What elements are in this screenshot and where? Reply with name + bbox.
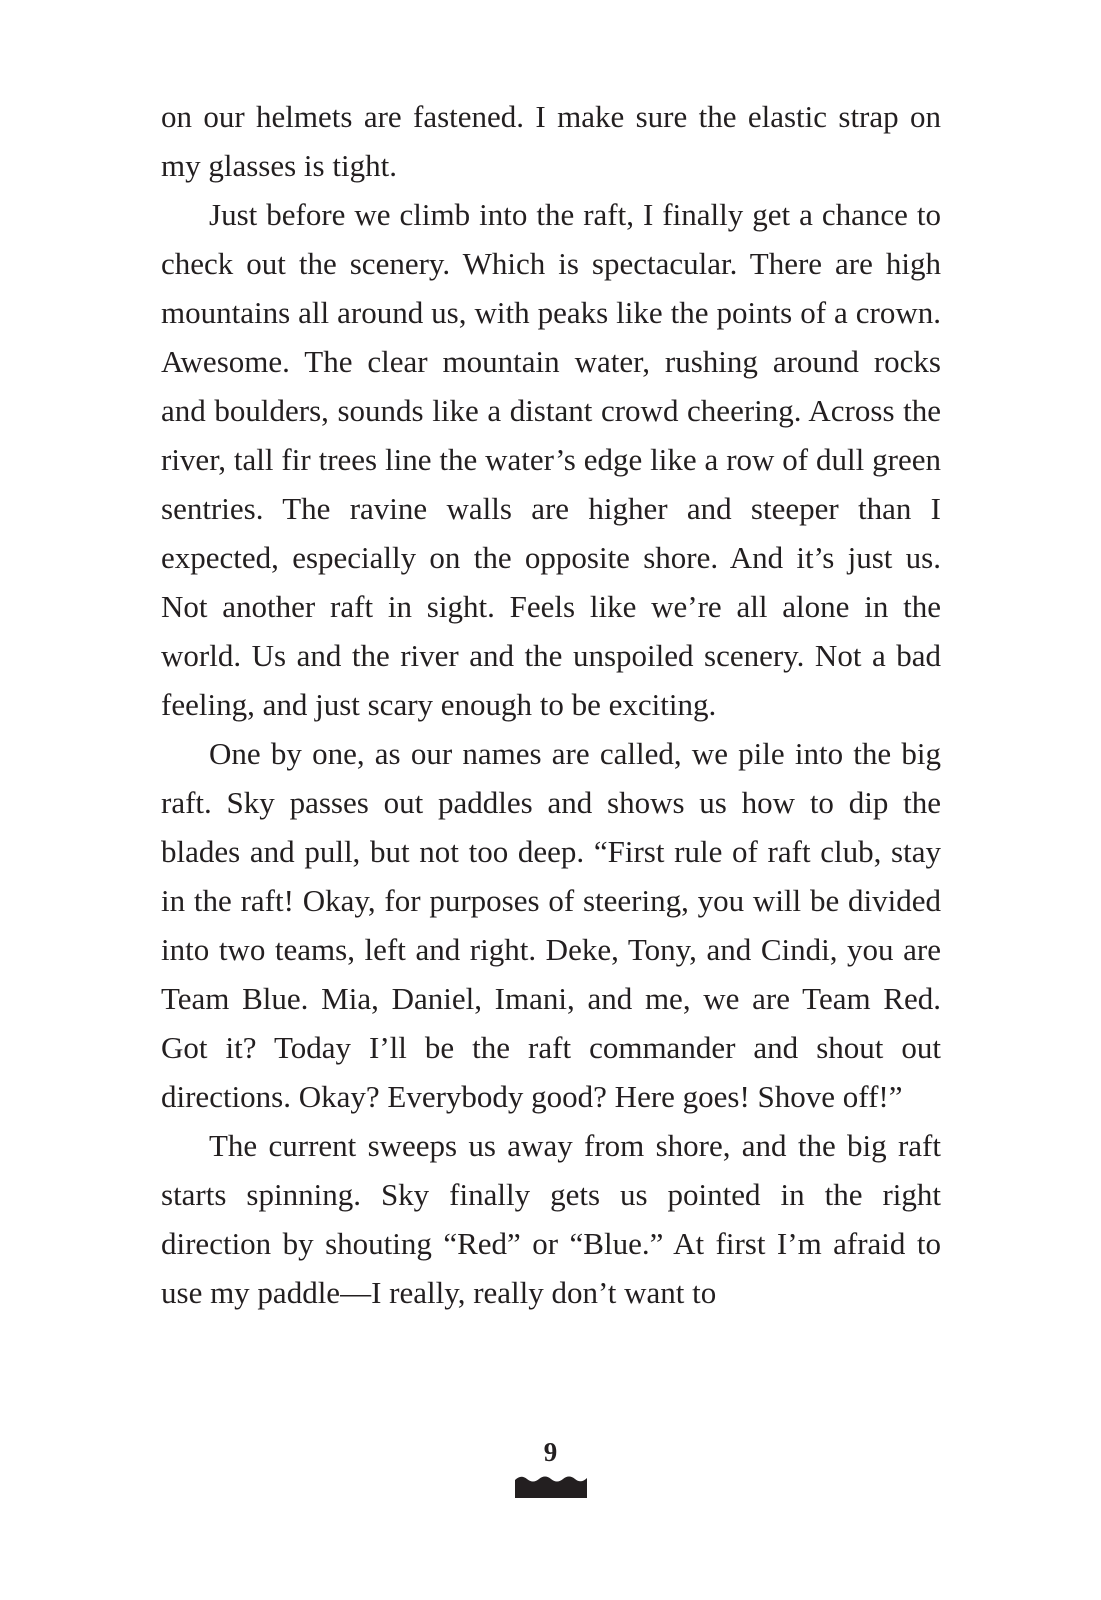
paragraph-4: The current sweeps us away from shore, and the big raft starts spinning. Sky finally gets us pointed in the right direction by shouting “Red” or “Blue.” At first I’m afraid to use my paddle—I really, really don’t want to — [161, 1128, 941, 1310]
page-number: 9 — [543, 1437, 558, 1467]
paragraph-2: Just before we climb into the raft, I finally get a chance to check out the scenery. Which is spectacular. There are high mountains all around us, with peaks like the points of a crown. Awesome. The clear mountain water, rushing around rocks and boulders, sounds like a distant crowd cheering. Across the river, tall fir trees line the water’s edge like a row of dull green sentries. The ravine walls are higher and steeper than I expected, especially on the opposite shore. And it’s just us. Not another raft in sight. Feels like we’re all alone in the world. Us and the river and the unspoiled scenery. Not a bad feeling, and just scary enough to be exciting. — [161, 197, 941, 722]
paragraph-3: One by one, as our names are called, we pile into the big raft. Sky passes out paddles and shows us how to dip the blades and pull, but not too deep. “First rule of raft club, stay in the raft! Okay, for purposes of steering, you will be divided into two teams, left and right. Deke, Tony, and Cindi, you are Team Blue. Mia, Daniel, Imani, and me, we are Team Red. Got it? Today I’ll be the raft commander and shout out directions. Okay? Everybody good? Here goes! Shove off!” — [161, 736, 941, 1114]
paragraph-1: on our helmets are fastened. I make sure the elastic strap on my glasses is tight. — [161, 99, 941, 183]
wave-icon — [515, 1472, 587, 1498]
page-body-text — [161, 92, 941, 1317]
